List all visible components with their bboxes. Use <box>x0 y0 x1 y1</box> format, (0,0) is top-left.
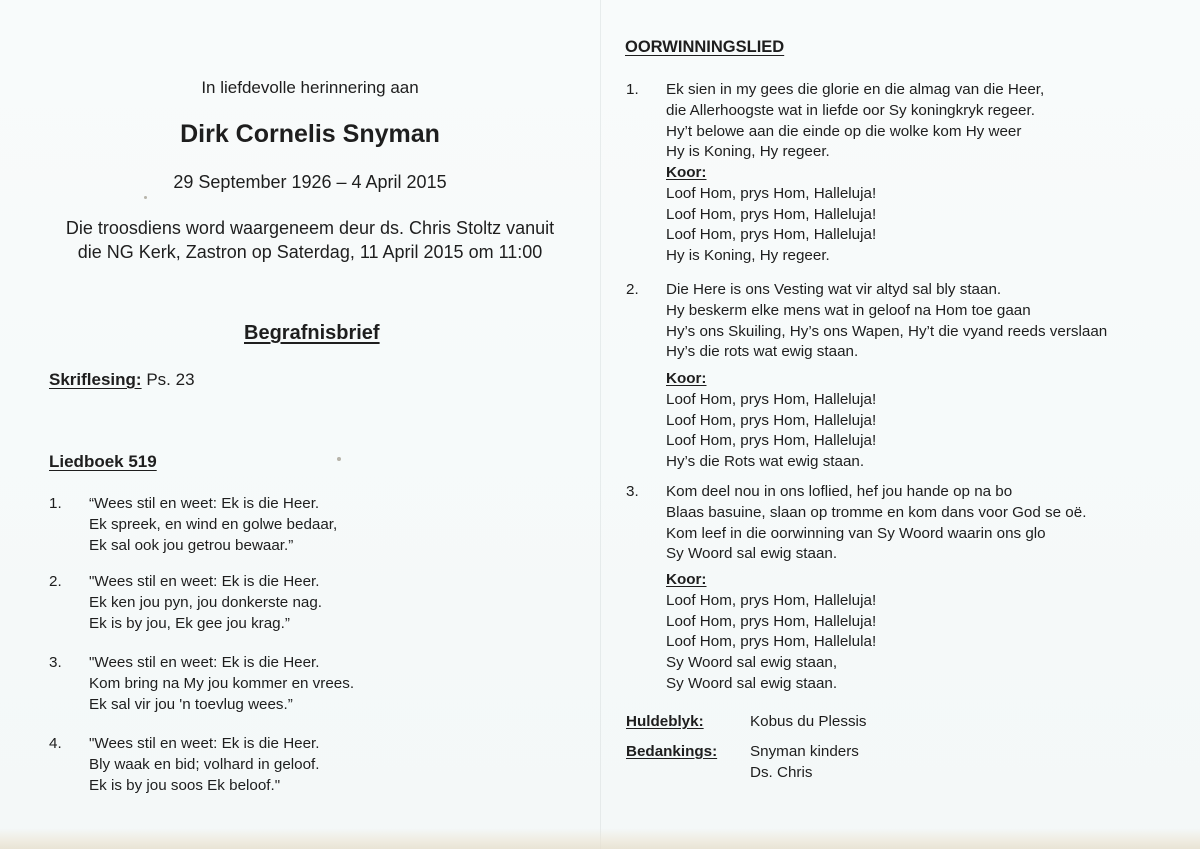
credit-value: Ds. Chris <box>750 763 813 781</box>
verse-line: Ek sal vir jou 'n toevlug wees.” <box>89 695 293 713</box>
verse-line: Hy beskerm elke mens wat in geloof na Hom toe gaan <box>666 301 1031 319</box>
verse-line: Kom leef in die oorwinning van Sy Woord waarin ons glo <box>666 524 1046 542</box>
chorus-line: Loof Hom, prys Hom, Halleluja! <box>666 612 877 630</box>
chorus <box>666 369 876 473</box>
chorus-line: Loof Hom, prys Hom, Halleluja! <box>666 411 877 429</box>
verse-line: Ek ken jou pyn, jou donkerste nag. <box>89 593 323 611</box>
verse-line: Hy is Koning, Hy regeer. <box>666 143 830 161</box>
song-title: OORWINNINGSLIED <box>625 38 785 56</box>
chorus-line: Loof Hom, prys Hom, Halleluja! <box>666 205 877 223</box>
verse-line: Ek sal ook jou getrou bewaar.” <box>89 536 294 554</box>
chorus <box>666 163 876 267</box>
service-line: Die troosdiens word waargeneem deur ds. Chris Stoltz vanuit <box>65 218 555 238</box>
verse-line: Hy’s ons Skuiling, Hy’s ons Wapen, Hy’t die vyand reeds verslaan <box>666 322 1108 340</box>
verse-line: Ek sien in my gees die glorie en die almag van die Heer, <box>666 81 1045 98</box>
service-details <box>0 216 620 264</box>
verse-number: 1. <box>49 495 62 512</box>
life-dates: 29 September 1926 – 4 April 2015 <box>173 172 447 192</box>
verse-line: Die Here is ons Vesting wat vir altyd sal bly staan. <box>666 281 1002 298</box>
chorus <box>666 570 876 695</box>
chorus-label: Koor: <box>666 571 707 588</box>
credit-value: Kobus du Plessis <box>750 713 867 730</box>
chorus-line: Loof Hom, prys Hom, Halleluja! <box>666 184 877 202</box>
hymn-title: Liedboek 519 <box>49 452 157 471</box>
scan-speck <box>337 457 341 461</box>
credit-value: Snyman kinders <box>750 743 859 760</box>
chorus-line: Hy is Koning, Hy regeer. <box>666 247 830 265</box>
verse-line: Sy Woord sal ewig staan. <box>666 545 838 563</box>
verse-line: Ek spreek, en wind en golwe bedaar, <box>89 515 338 533</box>
right-page <box>600 0 1200 849</box>
verse-line: Kom deel nou in ons loflied, hef jou hande op na bo <box>666 483 1013 500</box>
verse-number: 3. <box>626 483 639 500</box>
scripture-reading <box>49 370 195 390</box>
verse-line: "Wees stil en weet: Ek is die Heer. <box>89 573 320 590</box>
verse-line: Ek is by jou soos Ek beloof." <box>89 776 281 794</box>
chorus-line: Hy’s die Rots wat ewig staan. <box>666 453 865 471</box>
scripture-value: Ps. 23 <box>146 370 195 389</box>
scripture-label: Skriflesing: <box>49 370 142 389</box>
chorus-line: Sy Woord sal ewig staan. <box>666 674 838 692</box>
verse-line: Hy’s die rots wat ewig staan. <box>666 343 859 361</box>
verse-line: "Wees stil en weet: Ek is die Heer. <box>89 735 320 752</box>
verse-line: Hy’t belowe aan die einde op die wolke kom Hy weer <box>666 122 1022 140</box>
service-line: die NG Kerk, Zastron op Saterdag, 11 April 2015 om 11:00 <box>77 242 543 262</box>
verse-number: 3. <box>49 654 62 671</box>
verse-line: die Allerhoogste wat in liefde oor Sy koningkryk regeer. <box>666 101 1035 119</box>
verse-line: Kom bring na My jou kommer en vrees. <box>89 674 355 692</box>
credit-label: Bedankings: <box>626 743 718 760</box>
chorus-line: Loof Hom, prys Hom, Halleluja! <box>666 591 877 609</box>
chorus-line: Loof Hom, prys Hom, Halleluja! <box>666 432 877 450</box>
verse-line: "Wees stil en weet: Ek is die Heer. <box>89 654 320 671</box>
deceased-name: Dirk Cornelis Snyman <box>180 120 440 148</box>
chorus-label: Koor: <box>666 370 707 387</box>
memorial-intro: In liefdevolle herinnering aan <box>201 78 419 97</box>
verse-number: 2. <box>49 573 62 590</box>
scan-speck <box>144 196 147 199</box>
chorus-line: Loof Hom, prys Hom, Hallelula! <box>666 633 877 651</box>
verse-number: 1. <box>626 81 639 98</box>
document-heading: Begrafnisbrief <box>244 322 380 344</box>
verse-number: 2. <box>626 281 639 298</box>
verse-number: 4. <box>49 735 62 752</box>
chorus-label: Koor: <box>666 164 707 181</box>
verse-line: Blaas basuine, slaan op tromme en kom dans voor God se oë. <box>666 503 1087 521</box>
verse-line: Ek is by jou, Ek gee jou krag.” <box>89 614 290 632</box>
chorus-line: Sy Woord sal ewig staan, <box>666 654 838 672</box>
credit-label: Huldeblyk: <box>626 713 704 730</box>
verse-line: “Wees stil en weet: Ek is die Heer. <box>89 495 320 512</box>
chorus-line: Loof Hom, prys Hom, Halleluja! <box>666 226 877 244</box>
verse-line: Bly waak en bid; volhard in geloof. <box>89 755 320 773</box>
chorus-line: Loof Hom, prys Hom, Halleluja! <box>666 390 877 408</box>
